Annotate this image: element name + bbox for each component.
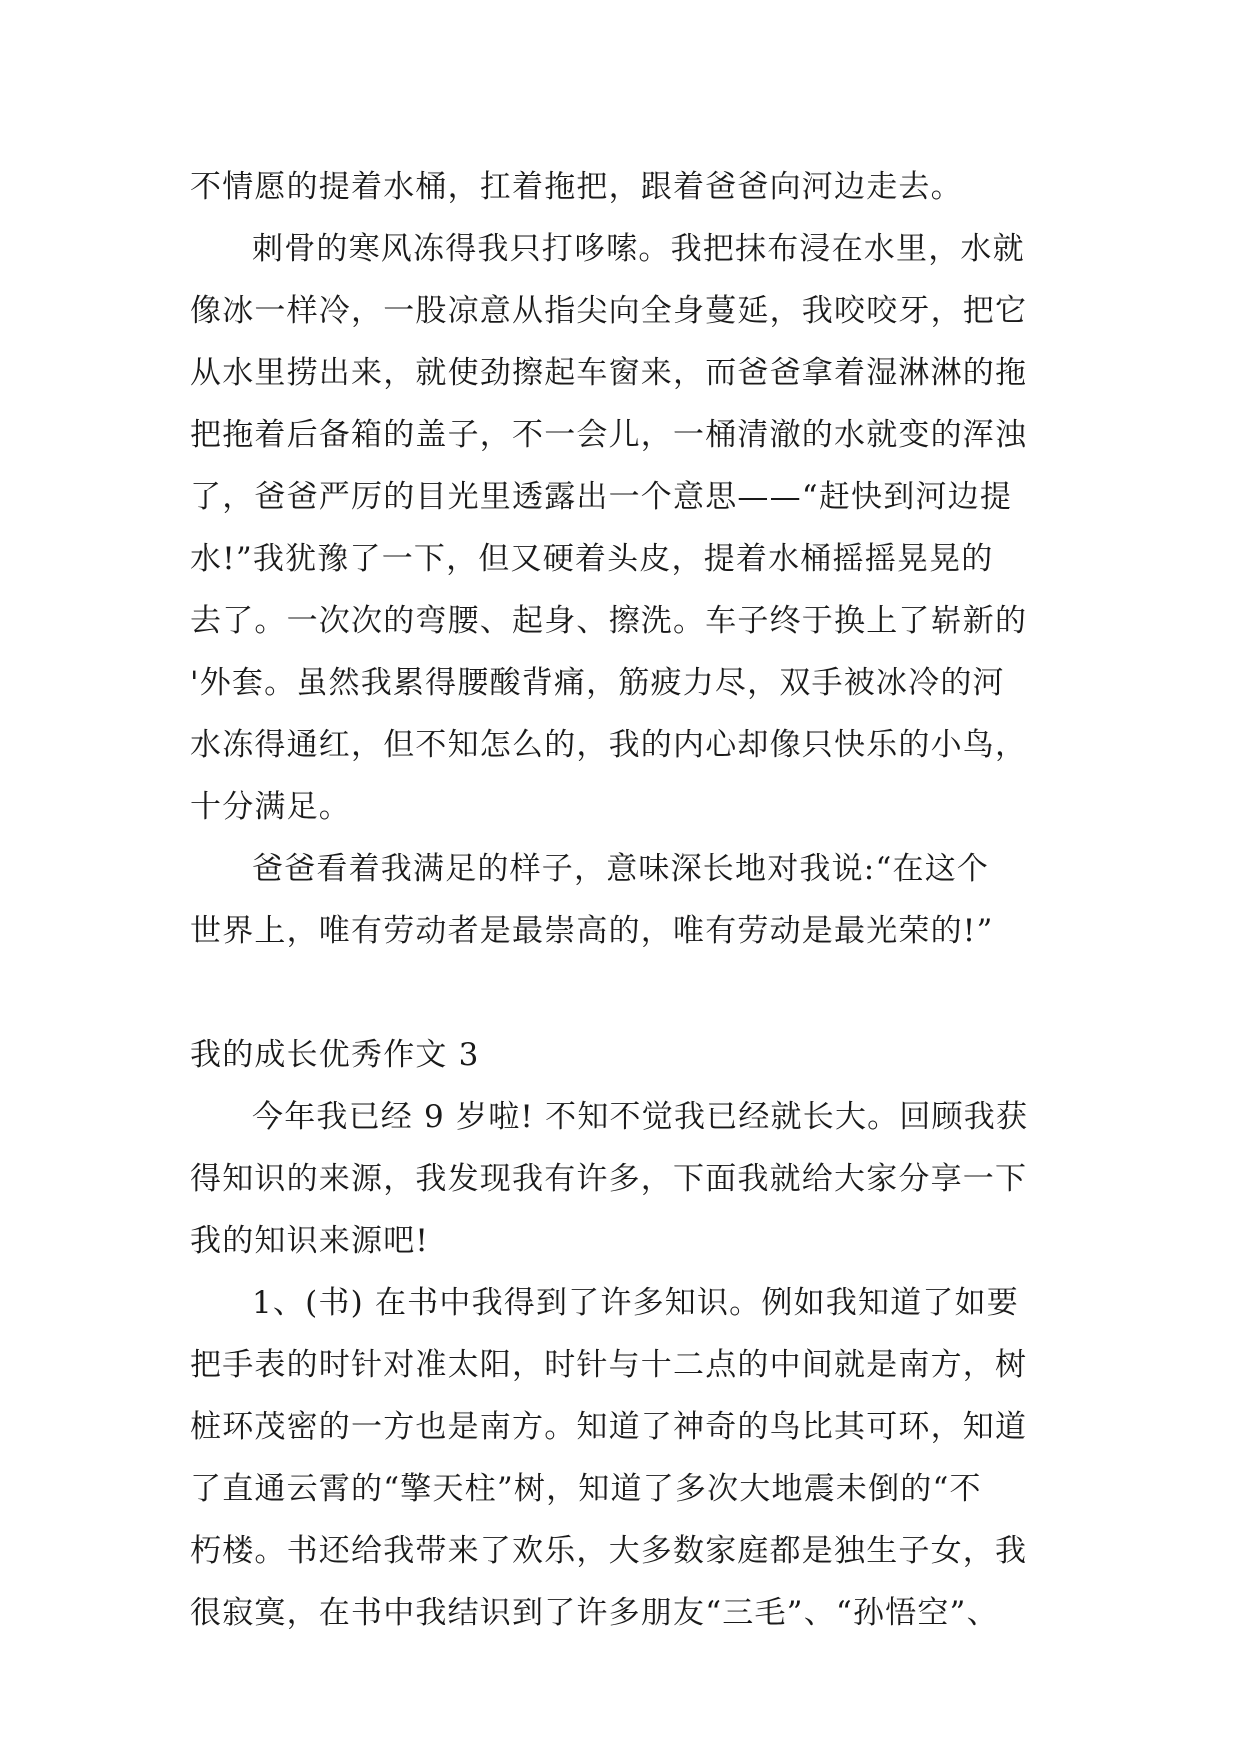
paragraph-line: 把拖着后备箱的盖子，不一会儿，一桶清澈的水就变的浑浊 — [190, 417, 1028, 453]
paragraph-line: 水冻得通红，但不知怎么的，我的内心却像只快乐的小鸟， — [190, 727, 1028, 763]
paragraph-line: 从水里捞出来，就使劲擦起车窗来，而爸爸拿着湿淋淋的拖 — [190, 355, 1028, 391]
paragraph-line: 爸爸看着我满足的样子，意味深长地对我说:“在这个 — [252, 851, 990, 887]
paragraph-line: 朽楼。书还给我带来了欢乐，大多数家庭都是独生子女，我 — [190, 1533, 1028, 1569]
document-body — [190, 156, 1070, 1644]
paragraph-line: 了，爸爸严厉的目光里透露出一个意思——“赶快到河边提 — [190, 479, 1013, 515]
paragraph-line: 像冰一样冷，一股凉意从指尖向全身蔓延，我咬咬牙，把它 — [190, 293, 1028, 329]
paragraph-line: 把手表的时针对准太阳，时针与十二点的中间就是南方，树 — [190, 1347, 1028, 1383]
paragraph-line: 今年我已经 9 岁啦! 不知不觉我已经就长大。回顾我获 — [252, 1099, 1029, 1135]
paragraph-line: 很寂寞，在书中我结识到了许多朋友“三毛”、“孙悟空”、 — [190, 1595, 999, 1631]
paragraph-line: 我的知识来源吧! — [190, 1223, 430, 1259]
section-spacer — [190, 962, 1070, 1024]
paragraph-line: 了直通云霄的“擎天柱”树，知道了多次大地震未倒的“不 — [190, 1471, 982, 1507]
paragraph-line: 刺骨的寒风冻得我只打哆嗦。我把抹布浸在水里，水就 — [252, 231, 1025, 267]
paragraph-line: 不情愿的提着水桶，扛着拖把，跟着爸爸向河边走去。 — [190, 169, 963, 205]
paragraph-line: 1、(书) 在书中我得到了许多知识。例如我知道了如要 — [252, 1285, 1019, 1321]
paragraph-line: '外套。虽然我累得腰酸背痛，筋疲力尽，双手被冰冷的河 — [190, 665, 1005, 701]
paragraph-line: 桩环茂密的一方也是南方。知道了神奇的鸟比其可环，知道 — [190, 1409, 1028, 1445]
paragraph-line: 十分满足。 — [190, 789, 351, 825]
paragraph-line: 去了。一次次的弯腰、起身、擦洗。车子终于换上了崭新的 — [190, 603, 1028, 639]
paragraph-line: 世界上，唯有劳动者是最崇高的，唯有劳动是最光荣的!” — [190, 913, 994, 949]
paragraph-line: 得知识的来源，我发现我有许多，下面我就给大家分享一下 — [190, 1161, 1028, 1197]
paragraph-line: 水!”我犹豫了一下，但又硬着头皮，提着水桶摇摇晃晃的 — [190, 541, 994, 577]
section-title: 我的成长优秀作文 3 — [190, 1037, 480, 1073]
